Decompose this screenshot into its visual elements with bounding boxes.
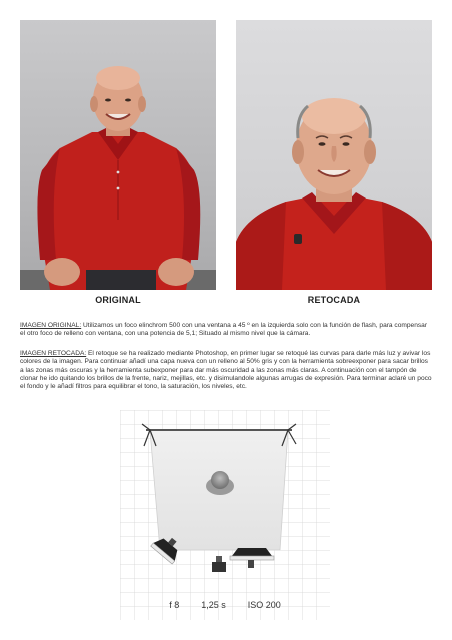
original-portrait-illustration [20, 20, 216, 290]
lighting-diagram [120, 410, 330, 620]
retouched-description [20, 350, 432, 391]
original-description-text: Utilizamos un foco elinchrom 500 con una ventana a 45 º en la izquierda solo con la función de flash, para compensar el otro foco de relleno con ventana, con una potencia de 5,1; Situado al mismo nivel que la cámara. [20, 322, 428, 338]
retouched-photo [236, 20, 432, 290]
retouched-caption: RETOCADA [307, 295, 361, 305]
retouched-portrait-illustration [236, 20, 432, 290]
retouched-description-label: IMAGEN RETOCADA: [20, 350, 87, 357]
retouched-description-text: El retoque se ha realizado mediante Photoshop, en primer lugar se retoqué las curvas para darle más luz y avivar los colores de la imagen. Para continuar añadí una capa nueva con un relleno al 50% gris y con la herramienta sobreexponer para sacar brillos a las zonas más oscuras y la herramienta subexponer para dar más oscuridad a las zonas más claras. A continuación con el tampón de clonar he ido quitando los brillos de la frente, nariz, mejillas, etc. y disimulandole algunas arrugas de expresión. Para terminar aclaré un poco el fondo y le añadí filtros para equilibrar el tono, la saturación, los niveles, etc. [20, 350, 432, 391]
original-description [20, 322, 432, 339]
iso-value: ISO 200 [247, 600, 281, 610]
shutter-value: 1,25 s [201, 600, 226, 610]
original-caption: ORIGINAL [95, 295, 141, 305]
camera-settings [120, 600, 330, 610]
original-description-label: IMAGEN ORIGINAL: [20, 322, 82, 329]
aperture-value: f 8 [169, 600, 180, 610]
lighting-setup-illustration [120, 410, 330, 620]
original-photo [20, 20, 216, 290]
